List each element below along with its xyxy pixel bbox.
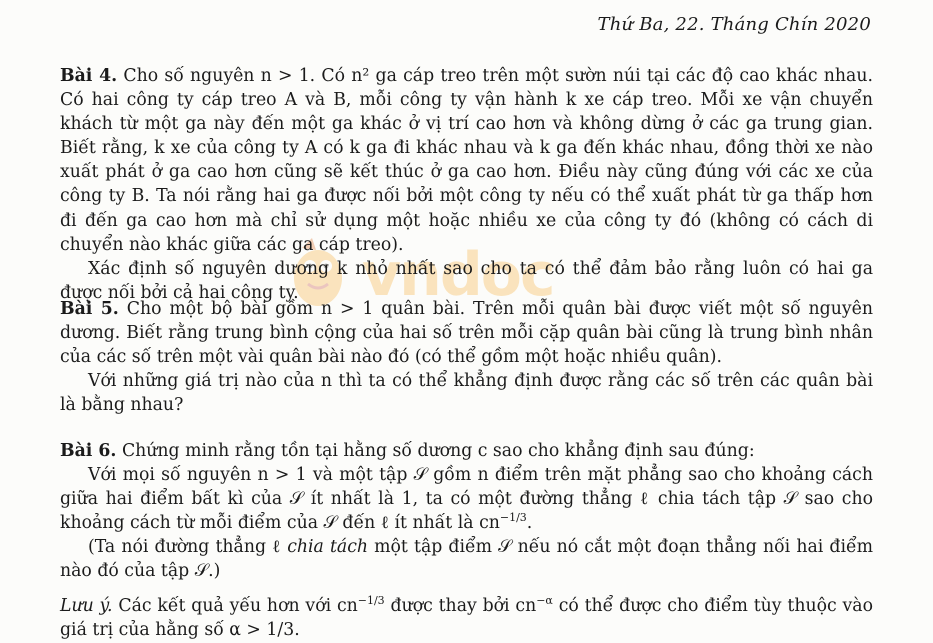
problem-6-note-text-b: được thay bởi cn xyxy=(384,595,537,616)
problem-4-paragraph-1: Cho số nguyên n > 1. Có n² ga cáp treo trên một sườn núi tại các độ cao khác nhau. Có hai công ty cáp treo A và B, mỗi công ty vận hành k xe cáp treo. Mỗi xe vận chuyển khách từ một ga này đến một ga khác ở vị trí cao hơn và không dừng ở các ga trung gian. Biết rằng, k xe của công ty A có k ga đi khác nhau và k ga đến khác nhau, đồng thời xe nào xuất phát ở ga cao hơn cũng sẽ kết thúc ở ga cao hơn. Điều này cũng đúng với các xe của công ty B. Ta nói rằng hai ga được nối bởi một công ty nếu có thể xuất phát từ ga thấp hơn đi đến ga cao hơn mà chỉ sử dụng một hoặc nhiều xe của công ty đó (không có cách di chuyển nào khác giữa các ga cáp treo). xyxy=(60,66,873,255)
problem-6-paragraph-1: Chứng minh rằng tồn tại hằng số dương c sao cho khẳng định sau đúng: xyxy=(121,441,755,461)
problem-5-label: Bài 5. xyxy=(60,299,119,319)
problem-6-paragraph-3-end: một tập điểm 𝒮 nếu nó cắt một đoạn thẳng nối hai điểm nào đó của tập 𝒮.) xyxy=(60,537,874,582)
watermark-text: vndoc xyxy=(362,240,554,310)
problem-5-paragraph-1: Cho một bộ bài gồm n > 1 quân bài. Trên mỗi quân bài được viết một số nguyên dương. Biết rằng trung bình cộng của hai số trên mỗi cặp quân bài cũng là trung bình nhân của các số trên một vài quân bài nào đó (có thể gồm một hoặc nhiều quân). xyxy=(60,299,873,368)
problem-6-note-exponent-2: −α xyxy=(536,593,553,607)
problem-6-paragraph-3 xyxy=(60,535,873,583)
problem-6-exponent: −1/3 xyxy=(499,511,527,525)
problem-6-note-label: Lưu ý. xyxy=(60,595,113,616)
problem-4 xyxy=(60,64,873,305)
problem-5 xyxy=(60,297,873,417)
page-date: Thứ Ba, 22. Tháng Chín 2020 xyxy=(597,14,871,35)
problem-6-paragraph-3-start: (Ta nói đường thẳng ℓ xyxy=(88,537,288,558)
problem-4-label: Bài 4. xyxy=(60,66,118,86)
problem-6-note-text-c: có thể được cho điểm tùy thuộc vào giá trị của hằng số α > 1/3. xyxy=(60,595,873,640)
problem-6-paragraph-2-end: . xyxy=(526,513,533,534)
problem-6-note-exponent-1: −1/3 xyxy=(357,593,385,607)
problem-4-paragraph-2: Xác định số nguyên dương k nhỏ nhất sao cho ta có thể đảm bảo rằng luôn có hai ga được nối bởi cả hai công ty. xyxy=(60,258,873,303)
problem-6-note-text-a: Các kết quả yếu hơn với cn xyxy=(112,595,358,616)
problem-6-paragraph-2-text: Với mọi số nguyên n > 1 và một tập 𝒮 gồm n điểm trên mặt phẳng sao cho khoảng cách giữa hai điểm bất kì của 𝒮 ít nhất là 1, ta có một đường thẳng ℓ chia tách tập 𝒮 sao cho khoảng cách từ mỗi điểm của 𝒮 đến ℓ ít nhất là cn xyxy=(60,465,873,534)
problem-6 xyxy=(60,439,873,642)
problem-6-paragraph-3-emphasis: chia tách xyxy=(287,537,369,558)
problem-6-note xyxy=(60,594,873,642)
problem-5-paragraph-2: Với những giá trị nào của n thì ta có thể khẳng định được rằng các số trên các quân bài là bằng nhau? xyxy=(60,371,873,416)
problem-6-paragraph-2 xyxy=(60,463,873,535)
problem-6-label: Bài 6. xyxy=(60,441,117,461)
